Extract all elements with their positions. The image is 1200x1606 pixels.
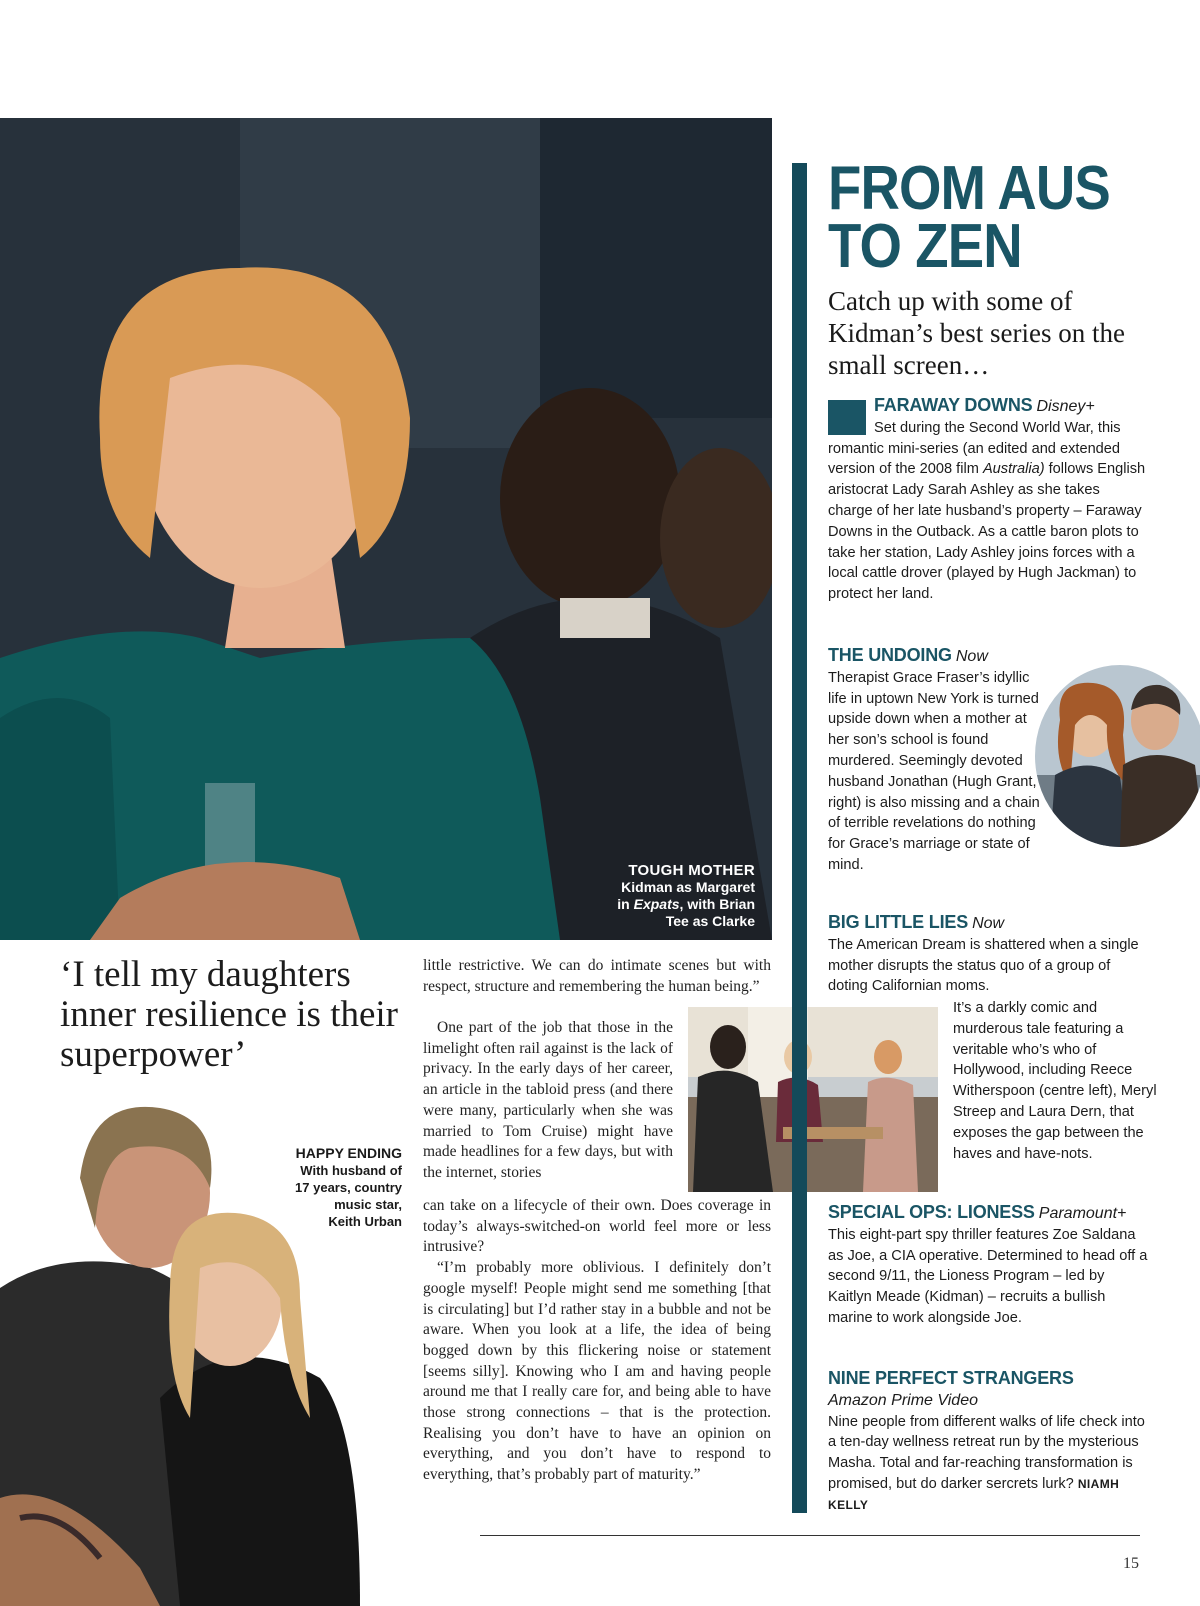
- sidebar-title-line: TO ZEN: [828, 212, 1022, 281]
- series-heading: [828, 645, 1048, 668]
- hero-photo-illustration: [0, 118, 772, 940]
- series-text: The American Dream is shattered when a single mother disrupts the status quo of a group of doting Californian moms.: [828, 936, 1139, 995]
- series-text: [828, 418, 1148, 605]
- series-heading: [828, 1368, 1148, 1391]
- series-entry: [828, 645, 1048, 876]
- article-paragraph: [423, 956, 771, 997]
- article-text: “I’m probably more oblivious. I definitely don’t google myself! People might send me something [that is circulating] but I’d rather stay in a bubble and not be aware. When you look at a life, the idea of being bogged down by this flickering noise or statement [seems silly]. Knowing who I am and having people around me that I really care for, and being able to have those strong connections – that is the protection. Realising you don’t have to have an opinion on everything, and you don’t have to respond to everything, that’s probably part of maturity.”: [423, 1259, 771, 1484]
- series-title: BIG LITTLE LIES: [828, 912, 968, 932]
- hero-caption-line: Kidman as Margaret: [621, 879, 755, 895]
- couple-caption-line: Keith Urban: [328, 1214, 402, 1229]
- series-text-part: follows English aristocrat Lady Sarah Ashley as she takes charge of her late husband’s property – Faraway Downs in the Outback. As a cattle baron plots to take her station, Lady Ashley joins forces with a local cattle drover (played by Hugh Jackman) to protect her land.: [828, 461, 1146, 603]
- hero-caption-text: in: [617, 896, 634, 912]
- article-text: One part of the job that those in the limelight often rail against is the lack of privacy. In the early days of her career, an article in the tabloid press (and there were many, particularly when she was married to Tom Cruise) might have made headlines for a few days, but with the internet, stories: [423, 1019, 673, 1181]
- couple-caption-line: With husband of: [300, 1163, 402, 1178]
- series-entry: [828, 1202, 1148, 1329]
- series-title: THE UNDOING: [828, 645, 952, 665]
- couple-caption-line: music star,: [334, 1197, 402, 1212]
- big-little-lies-photo: [688, 1007, 938, 1192]
- series-network: Now: [955, 648, 988, 665]
- series-title: SPECIAL OPS: LIONESS: [828, 1202, 1035, 1222]
- series-network-line: [828, 1391, 1148, 1412]
- the-undoing-photo: [1035, 665, 1200, 847]
- series-network: Amazon Prime Video: [828, 1391, 978, 1409]
- sidebar-rule: [792, 163, 807, 1513]
- hero-caption: [617, 862, 755, 930]
- couple-caption-line: 17 years, country: [295, 1180, 402, 1195]
- hero-photo: [0, 118, 772, 940]
- series-entry: [828, 1368, 1148, 1516]
- hero-caption-line: Tee as Clarke: [665, 913, 755, 929]
- sidebar-dek: Catch up with some of Kidman’s best series on the small screen…: [828, 286, 1125, 380]
- article-paragraph: [423, 1196, 771, 1486]
- series-text-part: Nine people from different walks of life check into a ten-day wellness retreat run by the mysterious Masha. Total and far-reaching transformation is promised, but do darker sercrets lurk?: [828, 1413, 1145, 1492]
- hero-caption-line: [617, 896, 755, 913]
- author-byline: NIAMH KELLY: [828, 1476, 1120, 1512]
- series-text: This eight-part spy thriller features Zoe Saldana as Joe, a CIA operative. Determined to head off a second 9/11, the Lioness Program – led by Kaitlyn Meade (Kidman) – recruits a bullish marine to work alongside Joe.: [828, 1226, 1148, 1326]
- sidebar-title: [828, 154, 1110, 281]
- sidebar-title-line: FROM AUS: [828, 154, 1110, 223]
- series-title: NINE PERFECT STRANGERS: [828, 1368, 1074, 1388]
- hero-caption-text: , with Brian: [679, 896, 755, 912]
- series-heading: [828, 395, 1148, 418]
- series-heading: [828, 912, 1148, 935]
- footer-rule: [480, 1535, 1140, 1536]
- series-network: Paramount+: [1038, 1205, 1127, 1222]
- series-film-title: Australia): [982, 461, 1045, 478]
- series-text: Therapist Grace Fraser’s idyllic life in uptown New York is turned upside down when a mother at her son’s school is found murdered. Seemingly devoted husband Jonathan (Hugh Grant, right) is also missing and a chain of terrible revelations do nothing for Grace’s marriage or state of mind.: [828, 669, 1040, 873]
- hero-caption-title: TOUGH MOTHER: [628, 862, 755, 879]
- article-text: can take on a lifecycle of their own. Does coverage in today’s always-switched-on world feel more or less intrusive?: [423, 1197, 771, 1256]
- series-text-part: Set during the Second World War, this romantic mini-series (an edited and extended version of the 2008 film: [828, 419, 1121, 478]
- series-network: Disney+: [1036, 398, 1095, 415]
- couple-caption: [272, 1145, 402, 1230]
- series-entry: [828, 912, 1148, 997]
- couple-caption-title: HAPPY ENDING: [295, 1145, 402, 1161]
- page-number: 15: [1123, 1555, 1139, 1572]
- series-entry: [828, 395, 1148, 605]
- the-undoing-photo-illustration: [1035, 665, 1200, 847]
- series-title: FARAWAY DOWNS: [874, 395, 1033, 415]
- pull-quote: ‘I tell my daughters inner resilience is their superpower’: [60, 954, 399, 1075]
- series-heading: [828, 1202, 1148, 1225]
- article-text: little restrictive. We can do intimate scenes but with respect, structure and remembering the human being.”: [423, 957, 771, 995]
- series-text: [828, 1412, 1148, 1516]
- big-little-lies-photo-illustration: [688, 1007, 938, 1192]
- article-paragraph: [423, 1018, 673, 1184]
- hero-caption-show-title: Expats: [633, 896, 680, 912]
- series-network: Now: [972, 915, 1005, 932]
- series-text-continued: It’s a darkly comic and murderous tale featuring a veritable who’s who of Hollywood, including Reece Witherspoon (centre left), Meryl Streep and Laura Dern, that exposes the gap between the haves and have-nots.: [953, 1000, 1157, 1162]
